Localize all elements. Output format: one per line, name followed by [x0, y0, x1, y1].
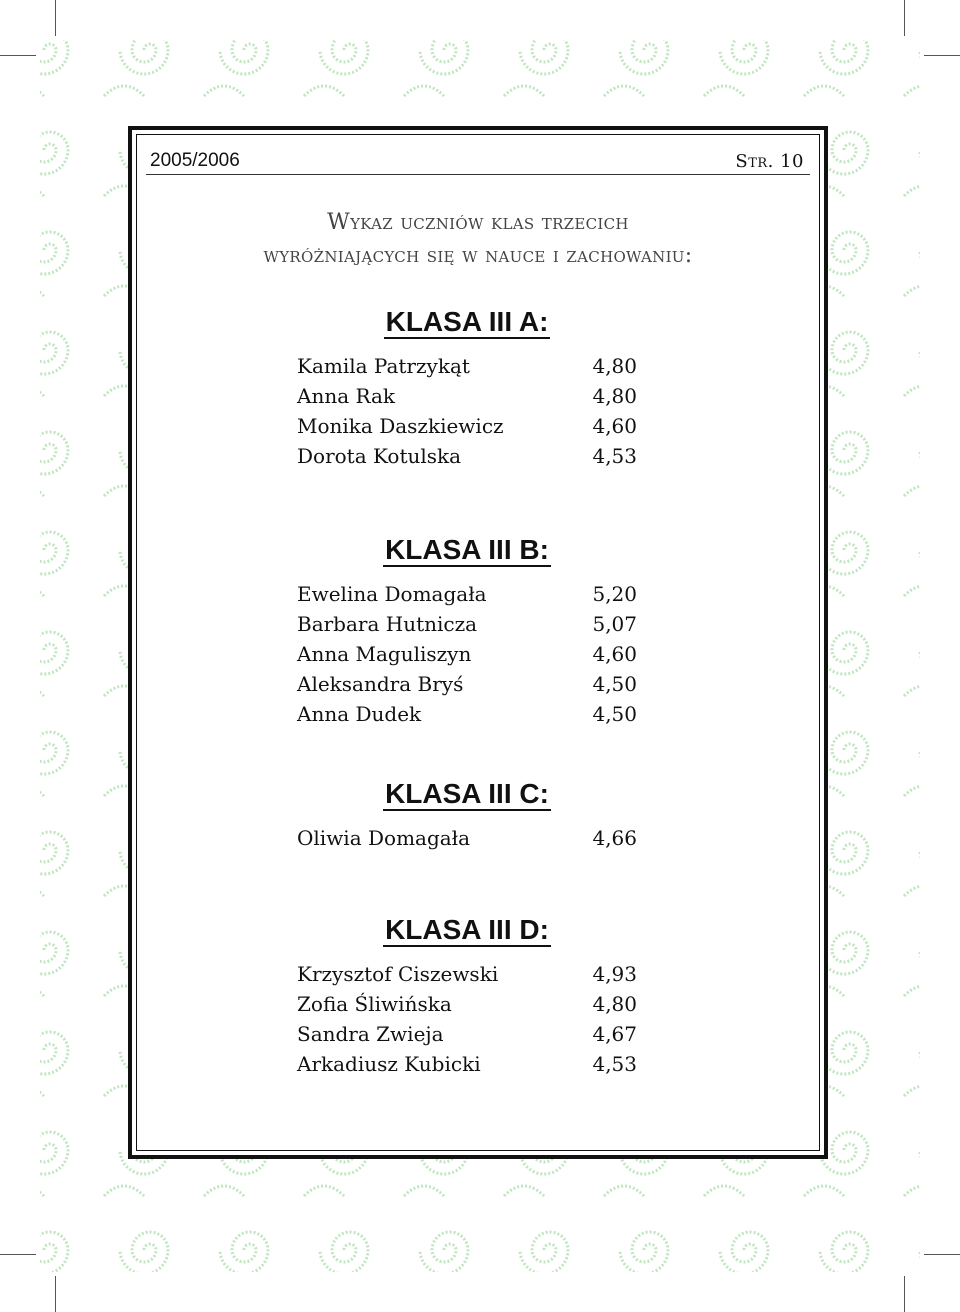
- student-row: [297, 699, 637, 729]
- student-name: Kamila Patrzykąt: [297, 354, 470, 378]
- student-row: [297, 441, 637, 471]
- student-row: [297, 351, 637, 381]
- student-row: [297, 381, 637, 411]
- title-line-2: wyróżniających się w nauce i zachowaniu:: [263, 243, 693, 268]
- crop-mark: [904, 0, 905, 36]
- student-row: [297, 639, 637, 669]
- student-list: [297, 351, 637, 471]
- student-row: [297, 411, 637, 441]
- class-heading: KLASA III A:: [385, 306, 549, 337]
- student-average: 4,67: [592, 1022, 637, 1046]
- title-line-1: Wykaz uczniów klas trzecich: [327, 210, 629, 235]
- student-average: 4,80: [592, 354, 637, 378]
- crop-mark: [55, 0, 56, 36]
- class-section-iii-a: [297, 306, 637, 471]
- crop-mark: [924, 55, 960, 56]
- student-average: 4,53: [592, 444, 637, 468]
- page-header: [146, 144, 810, 175]
- student-row: [297, 823, 637, 853]
- school-year: 2005/2006: [150, 150, 240, 171]
- student-name: Anna Maguliszyn: [297, 642, 472, 666]
- student-name: Arkadiusz Kubicki: [297, 1052, 481, 1076]
- student-row: [297, 609, 637, 639]
- class-heading: KLASA III D:: [385, 914, 549, 945]
- student-name: Monika Daszkiewicz: [297, 414, 504, 438]
- student-name: Sandra Zwieja: [297, 1022, 444, 1046]
- crop-mark: [924, 1254, 960, 1255]
- class-section-iii-c: [297, 778, 637, 853]
- student-average: 4,93: [592, 962, 637, 986]
- crop-mark: [55, 1276, 56, 1312]
- student-list: [297, 579, 637, 729]
- student-name: Oliwia Domagała: [297, 826, 471, 850]
- student-row: [297, 669, 637, 699]
- student-name: Ewelina Domagała: [297, 582, 487, 606]
- student-name: Krzysztof Ciszewski: [297, 962, 499, 986]
- student-average: 4,80: [592, 992, 637, 1016]
- student-name: Anna Rak: [297, 384, 396, 408]
- page-frame: [128, 126, 828, 1159]
- student-list: [297, 823, 637, 853]
- student-average: 4,53: [592, 1052, 637, 1076]
- student-name: Anna Dudek: [297, 702, 422, 726]
- crop-mark: [904, 1276, 905, 1312]
- student-name: Barbara Hutnicza: [297, 612, 478, 636]
- crop-mark: [0, 1254, 36, 1255]
- crop-mark: [0, 55, 36, 56]
- class-section-iii-d: [297, 914, 637, 1079]
- student-name: Dorota Kotulska: [297, 444, 462, 468]
- student-name: Zofia Śliwińska: [297, 992, 452, 1016]
- student-average: 4,60: [592, 642, 637, 666]
- document-title: [132, 206, 824, 272]
- student-list: [297, 959, 637, 1079]
- student-name: Aleksandra Bryś: [297, 672, 464, 696]
- student-row: [297, 989, 637, 1019]
- student-average: 5,20: [592, 582, 637, 606]
- student-row: [297, 959, 637, 989]
- student-average: 5,07: [592, 612, 637, 636]
- student-row: [297, 579, 637, 609]
- student-average: 4,66: [592, 826, 637, 850]
- student-average: 4,50: [592, 702, 637, 726]
- class-heading: KLASA III B:: [385, 534, 549, 565]
- student-average: 4,50: [592, 672, 637, 696]
- page-number: Str. 10: [735, 151, 804, 172]
- student-average: 4,60: [592, 414, 637, 438]
- student-average: 4,80: [592, 384, 637, 408]
- student-row: [297, 1019, 637, 1049]
- student-row: [297, 1049, 637, 1079]
- class-heading: KLASA III C:: [385, 778, 549, 809]
- class-section-iii-b: [297, 534, 637, 729]
